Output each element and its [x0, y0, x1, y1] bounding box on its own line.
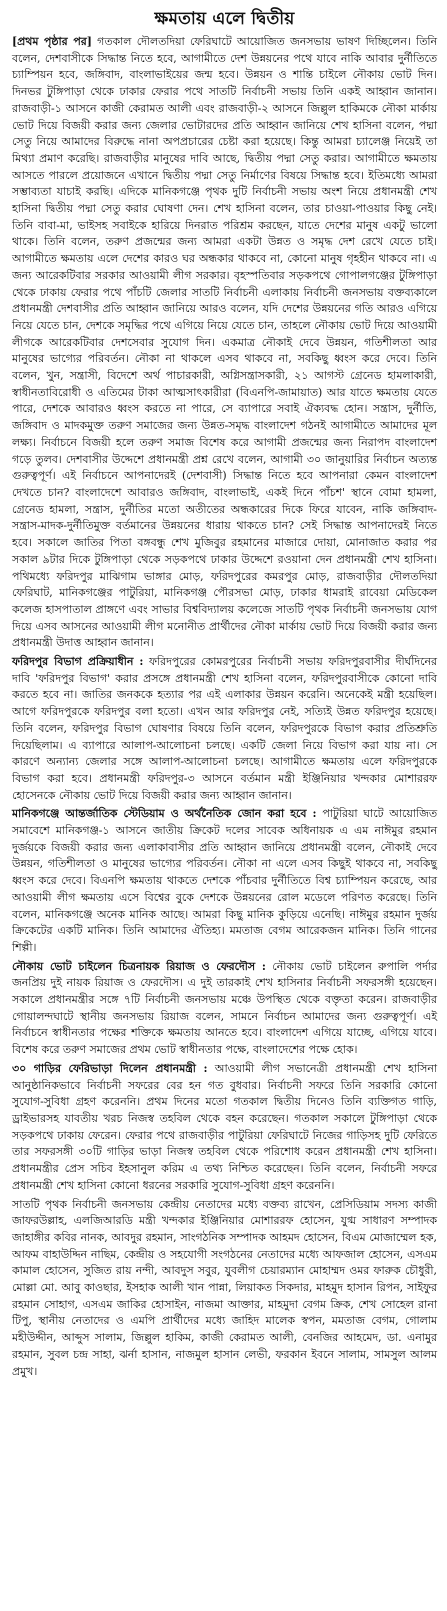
article-paragraph-5 — [12, 1061, 437, 1195]
paragraph-lead-4: নৌকায় ভোট চাইলেন চিত্রনায়ক রিয়াজ ও ফেরদৌস : — [12, 959, 266, 973]
article-paragraph-1 — [12, 34, 437, 652]
paragraph-lead-5: ৩০ গাড়ির ফেরিভাড়া দিলেন প্রধানমন্ত্রী : — [12, 1061, 208, 1075]
paragraph-text-3: পাটুরিয়া ঘাটে আয়োজিত সমাবেশে মানিকগঞ্জ-১ আসনে জাতীয় ক্রিকেট দলের সাবেক অধিনায়ক এ এম নাঈমুর রহমান দুর্জয়কে বিজয়ী করার জন্য এলাকাবাসীর প্রতি আহ্বান জানিয়ে প্রধানমন্ত্রী বলেন, নৌকাই দেবে উন্নয়ন, গতিশীলতা ও মানুষের ভাগ্যের পরিবর্তন। নৌকা না এলে এসব কিছুই থাকবে না, সবকিছু ধ্বংস করে দেবে। বিএনপি ক্ষমতায় থাকতে দেশকে পাঁচবার দুর্নীতিতে বিশ্ব চ্যাম্পিয়ন করেছে, আর আওয়ামী লীগ ক্ষমতায় এসে বিশ্বের বুকে দেশকে উন্নয়নের রোল মডেলে পরিণত করেছে। তিনি বলেন, মানিকগঞ্জে অনেক মানিক আছে। আমরা কিছু মানিক কুড়িয়ে এনেছি। নাঈমুর রহমান দুর্জয় ক্রিকেটের একটি মানিক। তিনি আমাদের ঐতিহ্য। মমতাজ বেগম আরেকজন মানিক। তিনি গানের শিল্পী। — [12, 807, 437, 954]
article-paragraph-4 — [12, 959, 437, 1059]
paragraph-lead-3: মানিকগঞ্জে আন্তর্জাতিক স্টেডিয়াম ও অর্থনৈতিক জোন করা হবে : — [12, 807, 317, 821]
paragraph-text-5: আওয়ামী লীগ সভানেত্রী প্রধানমন্ত্রী শেখ হাসিনা আনুষ্ঠানিকভাবে নির্বাচনী সফরের বের হন গত বুধবার। নির্বাচনী সফরে তিনি সরকারি কোনো সুযোগ-সুবিধা গ্রহণ করেননি। প্রথম দিনের মতো গতকাল দ্বিতীয় দিনেও তিনি ব্যক্তিগত গাড়ি, ড্রাইভারসহ যাবতীয় খরচ নিজস্ব তহবিল থেকে বহন করেছেন। গতকাল সকালে টুঙ্গিপাড়া থেকে সড়কপথে ঢাকায় ফেরেন। ফেরার পথে রাজবাড়ীর পাটুরিয়া ফেরিঘাটে নিজের গাড়িসহ দুটি ফেরিতে তার সফরসঙ্গী ৩০টি গাড়ির ভাড়া নিজস্ব তহবিল থেকে পরিশোধ করেন প্রধানমন্ত্রী শেখ হাসিনা। প্রধানমন্ত্রীর প্রেস সচিব ইহসানুল করিম এ তথ্য নিশ্চিত করেছেন। তিনি বলেন, নির্বাচনী সফরে প্রধানমন্ত্রী শেখ হাসিনা কোনো ধরনের সরকারি সুযোগ-সুবিধা গ্রহণ করেননি। — [12, 1061, 437, 1192]
paragraph-lead-2: ফরিদপুর বিভাগ প্রক্রিয়াধীন : — [12, 655, 144, 669]
paragraph-lead-1: [প্রথম পৃষ্ঠার পর] — [12, 35, 92, 48]
paragraph-text-6: সাতটি পৃথক নির্বাচনী জনসভায় কেন্দ্রীয় নেতাদের মধ্যে বক্তব্য রাখেন, প্রেসিডিয়াম সদস্য কাজী জাফরউল্লাহ, এলজিআরডি মন্ত্রী খন্দকার ইঞ্জিনিয়ার মোশাররফ হোসেন, যুগ্ম সাধারণ সম্পাদক জাহাঙ্গীর কবির নানক, আবদুর রহমান, সাংগঠনিক সম্পাদক আহমদ হোসেন, বিএম মোজাম্মেল হক, আফম বাহাউদ্দিন নাছিম, কেন্দ্রীয় ও সহযোগী সংগঠনের নেতাদের মধ্যে আফজাল হোসেন, এসএম কামাল হোসেন, সুজিত রায় নন্দী, আবদুস সবুর, যুবলীগ চেয়ারম্যান মোহাম্মদ ওমর ফারুক চৌধুরী, মোল্লা মো. আবু কাওছার, ইসহাক আলী খান পান্না, লিয়াকত সিকদার, মাহমুদ হাসান রিপন, সাইফুর রহমান সোহাগ, এসএম জাকির হোসাইন, নাজমা আক্তার, মাহমুদা বেগম ক্রিক, শেখ সোহেল রানা টিপু, স্থানীয় নেতাদের ও এমপি প্রার্থীদের মধ্যে জাহিদ মালেক স্বপন, মমতাজ বেগম, গোলাম মহীউদ্দীন, আব্দুস সালাম, জিল্লুল হাকিম, কাজী কেরামত আলী, বেনজির আহমেদ, ডা. এনামুর রহমান, সুবল চন্দ্র সাহা, ঝর্না হাসান, নাজমুল হাসান লেভী, ফরকান ইবনে সালাম, সামসুল আলম প্রমুখ। — [12, 1197, 437, 1378]
paragraph-text-4: নৌকায় ভোট চাইলেন রুপালি পর্দার জনপ্রিয় দুই নায়ক রিয়াজ ও ফেরদৌস। এ দুই তারকাই শেখ হাসিনার নির্বাচনী সফরসঙ্গী হয়েছেন। সকালে প্রধানমন্ত্রীর সঙ্গে ৭টি নির্বাচনী জনসভায় মঞ্চে উপস্থিত থেকে বক্তৃতা করেন। রাজবাড়ীর গোয়ালন্দঘাটে স্থানীয় জনসভায় রিয়াজ বলেন, সামনে নির্বাচন আমাদের জন্য গুরুত্বপূর্ণ। এই নির্বাচনে স্বাধীনতার পক্ষের শক্তিকে ক্ষমতায় আনতে হবে। বাংলাদেশ এগিয়ে যাচ্ছে, এগিয়ে যাবে। বিশেষ করে তরুণ সমাজের প্রথম ভোট স্বাধীনতার পক্ষে, বাংলাদেশের পক্ষে হোক। — [12, 959, 437, 1057]
article-paragraph-6 — [12, 1197, 437, 1381]
paragraph-text-1: গতকাল দৌলতদিয়া ফেরিঘাটে আয়োজিত জনসভায় ভাষণ দিচ্ছিলেন। তিনি বলেন, দেশবাসীকে সিদ্ধান্ত নিতে হবে, আগামীতে দেশ উন্নয়নের পথে যাবে নাকি আবার দুর্নীতিতে চ্যাম্পিয়ন হবে, জঙ্গিবাদ, বাংলাভাইয়ের জন্ম হবে। উন্নয়ন ও শান্তি চাইলে নৌকায় ভোট দিন। দিনভর টুঙ্গিপাড়া থেকে ঢাকার ফেরার পথে সাতটি নির্বাচনী সভায় তিনি একই আহ্বান জানান। রাজবাড়ী-১ আসনে কাজী কেরামত আলী এবং রাজবাড়ী-২ আসনে জিল্লুল হাকিমকে নৌকা মার্কায় ভোট দিয়ে বিজয়ী করার জন্য জেলার ভোটারদের প্রতি আহ্বান জানিয়ে শেখ হাসিনা বলেন, পদ্মা সেতু নিয়ে আমাদের বিরুদ্ধে নানা অপপ্রচারের চেষ্টা করা হয়েছে। কিন্তু আমরা চ্যালেঞ্জ নিয়েই তা মিথ্যা প্রমাণ করেছি। রাজবাড়ীর মানুষের দাবি আছে, দ্বিতীয় পদ্মা সেতু করার। আগামীতে ক্ষমতায় আসতে পারলে প্রয়োজনে এখানে দ্বিতীয় পদ্মা সেতু নির্মাণের বিষয়ে সিদ্ধান্ত হবে। ইতিমধ্যে আমরা সম্ভাব্যতা যাচাই করছি। এদিকে মানিকগঞ্জে পৃথক দুটি নির্বাচনী সভায় অংশ নিয়ে প্রধানমন্ত্রী শেখ হাসিনা দ্বিতীয় পদ্মা সেতু করার ঘোষণা দেন। শেখ হাসিনা বলেন, তার চাওয়া-পাওয়ার কিছু নেই। তিনি বাবা-মা, ভাইসহ সবাইকে হারিয়ে দিনরাত পরিশ্রম করছেন, যাতে দেশের মানুষ একটু ভালো থাকে। তিনি বলেন, তরুণ প্রজন্মের জন্য আমরা একটা উন্নত ও সমৃদ্ধ দেশ রেখে যেতে চাই। আগামীতে ক্ষমতায় এলে দেশের কারও ঘর অন্ধকার থাকবে না, কোনো মানুষ গৃহহীন থাকবে না। এ জন্য আরেকটিবার সরকার আওয়ামী লীগ সরকার। বৃহস্পতিবার সড়কপথে গোপালগঞ্জের টুঙ্গিপাড়া থেকে ঢাকায় ফেরার পথে পাঁচটি জেলার সাতটি নির্বাচনী এলাকায় নির্বাচনী জনসভায় বক্তব্যকালে প্রধানমন্ত্রী দেশবাসীর প্রতি আহ্বান জানিয়ে আরও বলেন, যদি দেশের উন্নয়নের গতি আরও এগিয়ে নিয়ে যেতে চান, দেশকে সমৃদ্ধির পথে এগিয়ে নিয়ে যেতে চান, তাহলে নৌকায় ভোট দিয়ে আওয়ামী লীগকে আরেকটিবার দেশসেবার সুযোগ দিন। একমাত্র নৌকাই দেবে উন্নয়ন, গতিশীলতা আর মানুষের ভাগ্যের পরিবর্তন। নৌকা না থাকলে এসব থাকবে না, সবকিছু ধ্বংস করে দেবে। তিনি বলেন, খুন, সন্ত্রাসী, বিদেশে অর্থ পাচারকারী, অগ্নিসন্ত্রাসকারী, ২১ আগস্ট গ্রেনেড হামলাকারী, স্বাধীনতাবিরোধী ও এতিমের টাকা আত্মসাৎকারীরা (বিএনপি-জামায়াত) আর যাতে ক্ষমতায় যেতে পারে, দেশকে আবারও ধ্বংস করতে না পারে, সে ব্যাপারে সবাই ঐক্যবদ্ধ হোন। সন্ত্রাস, দুর্নীতি, জঙ্গিবাদ ও মাদকমুক্ত তরুণ সমাজের জন্য উন্নত-সমৃদ্ধ বাংলাদেশ গঠনই আগামীতে আমাদের মূল লক্ষ্য। নির্বাচনে বিজয়ী হলে তরুণ সমাজ বিশেষ করে আগামী প্রজন্মের জন্য নিরাপদ বাংলাদেশ গড়ে তুলব। দেশবাসীর উদ্দেশে প্রধানমন্ত্রী প্রশ্ন রেখে বলেন, আগামী ৩০ জানুয়ারির নির্বাচন অত্যন্ত গুরুত্বপূর্ণ। এই নির্বাচনে আপনাদেরই (দেশবাসী) সিদ্ধান্ত নিতে হবে আপনারা কেমন বাংলাদেশ দেখতে চান? বাংলাদেশে আবারও জঙ্গিবাদ, বাংলাভাই, একই দিনে পাঁচশ' স্থানে বোমা হামলা, গ্রেনেড হামলা, সন্ত্রাস, দুর্নীতির মতো অতীতের অন্ধকারের দিকে ফিরে যাবেন, নাকি জঙ্গিবাদ-সন্ত্রাস-মাদক-দুর্নীতিমুক্ত বর্তমানের উন্নয়নের ধারায় থাকতে চান? সেই সিদ্ধান্ত আপনাদেরই নিতে হবে। সকালে জাতির পিতা বঙ্গবন্ধু শেখ মুজিবুর রহমানের মাজারে দোয়া, মোনাজাত করার পর সকাল ৯টার দিকে টুঙ্গিপাড়া থেকে সড়কপথে ঢাকার উদ্দেশে রওয়ানা দেন প্রধানমন্ত্রী শেখ হাসিনা। পথিমধ্যে ফরিদপুর মাঝিগাম ভাঙ্গার মোড়, ফরিদপুরের কমরপুর মোড়, রাজবাড়ীর দৌলতদিয়া ফেরিঘাট, মানিকগঞ্জের পাটুরিয়া, মানিকগঞ্জ পৌরসভা মোড়, ঢাকার ধামরাই রাবেয়া মেডিকেল কলেজ হাসপাতাল প্রাঙ্গণে এবং সাভার বিশ্ববিদ্যালয় কলেজে সাতটি পৃথক নির্বাচনী জনসভায় যোগ দিয়ে এসব আসনের আওয়ামী লীগ মনোনীত প্রার্থীদের নৌকা মার্কায় ভোট দিয়ে বিজয়ী করার জন্য প্রধানমন্ত্রী উদাত্ত আহ্বান জানান। — [12, 35, 437, 650]
article-paragraph-3 — [12, 806, 437, 956]
article-body — [12, 34, 437, 1380]
paragraph-text-2: ফরিদপুরের কোমরপুরের নির্বাচনী সভায় ফরিদপুরবাসীর দীর্ঘদিনের দাবি 'ফরিদপুর বিভাগ' করার প্রসঙ্গে প্রধানমন্ত্রী শেখ হাসিনা বলেন, ফরিদপুরবাসীকে কোনো দাবি করতে হবে না। জাতির জনককে হত্যার পর এই এলাকার উন্নয়ন করেনি। অনেকেই মন্ত্রী হয়েছিল। আগে ফরিদপুরকে ফরিদপুর বলা হতো। এখন আর ফরিদপুর নেই, সত্যিই উন্নত ফরিদপুর হয়েছে। তিনি বলেন, ফরিদপুর বিভাগ ঘোষণার বিষয়ে তিনি বলেন, ফরিদপুরকে বিভাগ করার প্রতিশ্রুতি দিয়েছিলাম। এ ব্যাপারে আলাপ-আলোচনা চলছে। একটি জেলা নিয়ে বিভাগ করা যায় না। সে কারণে অন্যান্য জেলার সঙ্গে আলাপ-আলোচনা চলছে। আগামীতে ক্ষমতায় এলে ফরিদপুরকে বিভাগ করা হবে। প্রধানমন্ত্রী ফরিদপুর-৩ আসনে বর্তমান মন্ত্রী ইঞ্জিনিয়ার খন্দকার মোশাররফ হোসেনকে নৌকায় ভোট দিয়ে বিজয়ী করার জন্য আহ্বান জানান। — [12, 655, 437, 802]
article-headline: ক্ষমতায় এলে দ্বিতীয় — [154, 9, 295, 29]
article-paragraph-2 — [12, 654, 437, 804]
